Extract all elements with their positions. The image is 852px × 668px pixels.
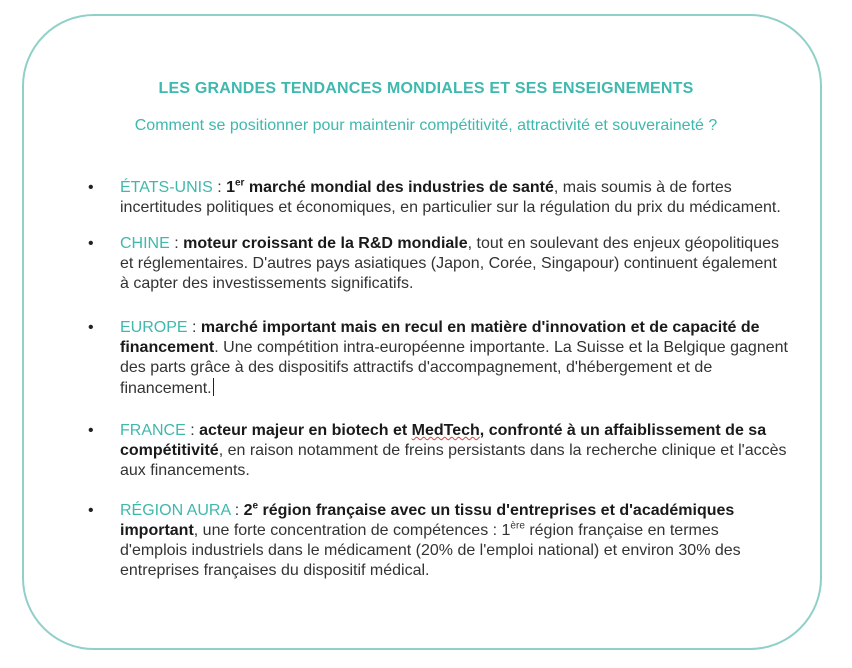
page-title: LES GRANDES TENDANCES MONDIALES ET SES ENSEIGNEMENTS xyxy=(158,80,694,97)
separator: : xyxy=(185,422,200,439)
list-item-china xyxy=(88,234,788,294)
bullet-icon: • xyxy=(88,235,94,252)
bullet-icon: • xyxy=(88,319,94,336)
list-item-europe xyxy=(88,318,788,399)
body-text: , une forte concentration de compétences : 1 xyxy=(193,522,511,539)
item-heading: EUROPE xyxy=(120,319,188,336)
body-text: , en raison notamment de freins persistants dans la recherche clinique et l'accès aux financements. xyxy=(120,442,787,479)
emphasis-text: région française avec un tissu d'entreprises et d'académiques important xyxy=(120,502,735,539)
emphasis-text: , confronté à un affaiblissement de sa compétitivité xyxy=(120,422,767,459)
separator: : xyxy=(169,235,184,252)
bullet-icon: • xyxy=(88,422,94,439)
emphasis-text: moteur croissant de la R&D mondiale xyxy=(183,235,468,252)
superscript: e xyxy=(252,500,259,512)
spellcheck-word: MedTech xyxy=(411,422,480,439)
emphasis-text: 2 xyxy=(243,502,253,519)
text-cursor xyxy=(213,378,214,396)
emphasis-text: marché important mais en recul en matière d'innovation et de capacité de financement xyxy=(120,319,760,356)
list-item-aura xyxy=(88,501,788,581)
item-heading: ÉTATS-UNIS xyxy=(120,179,213,196)
emphasis-text: marché mondial des industries de santé xyxy=(244,179,554,196)
emphasis-text: 1 xyxy=(226,179,235,196)
superscript: ère xyxy=(510,520,525,532)
superscript: er xyxy=(235,177,245,189)
trend-list xyxy=(88,178,788,581)
body-text: , tout en soulevant des enjeux géopolitiques et réglementaires. D'autres pays asiatiques (Japon, Corée, Singapour) continuent également à capter des investissements significatifs. xyxy=(120,235,779,292)
item-heading: CHINE xyxy=(120,235,170,252)
bullet-icon: • xyxy=(88,179,94,196)
separator: : xyxy=(212,179,227,196)
separator: : xyxy=(187,319,201,336)
list-item-usa xyxy=(88,178,788,218)
emphasis-text: acteur majeur en biotech et xyxy=(199,422,412,439)
body-text: , mais soumis à de fortes incertitudes politiques et économiques, en particulier sur la régulation du prix du médicament. xyxy=(120,179,781,216)
list-item-france xyxy=(88,421,788,481)
item-heading: RÉGION AURA xyxy=(120,502,231,519)
bullet-icon: • xyxy=(88,502,94,519)
item-heading: FRANCE xyxy=(120,422,186,439)
separator: : xyxy=(230,502,244,519)
page-subtitle: Comment se positionner pour maintenir compétitivité, attractivité et souveraineté ? xyxy=(134,117,718,134)
body-text: région française en termes d'emplois industriels dans le médicament (20% de l'emploi national) et environ 30% des entreprises françaises du dispositif médical. xyxy=(120,522,741,579)
body-text: . Une compétition intra-européenne importante. La Suisse et la Belgique gagnent des parts grâce à des dispositifs attractifs d'accompagnement, d'hébergement et de financement. xyxy=(120,339,788,397)
